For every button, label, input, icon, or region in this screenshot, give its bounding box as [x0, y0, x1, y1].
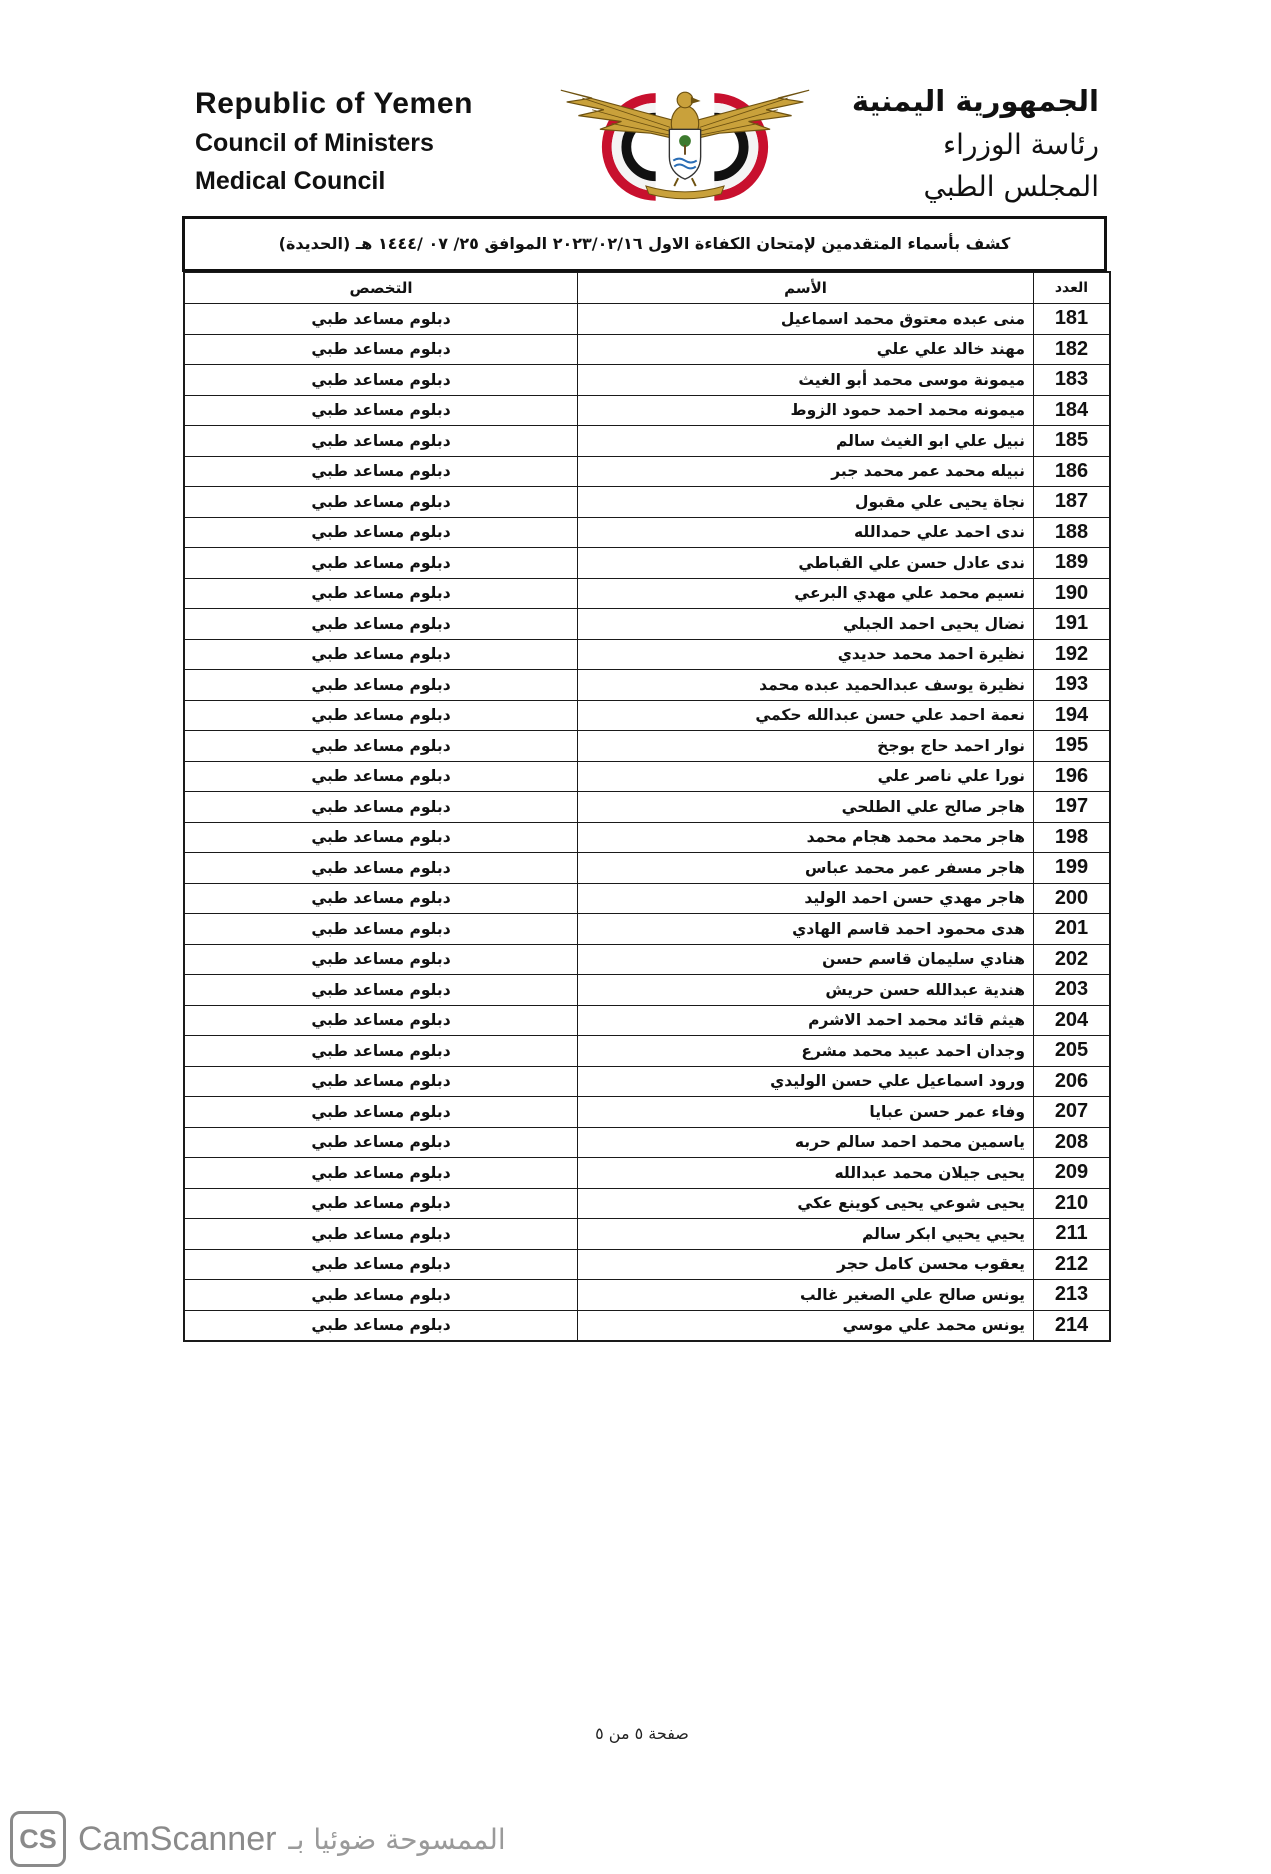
row-number: 186 [1034, 456, 1111, 487]
table-row [184, 1280, 1110, 1311]
candidate-specialty: دبلوم مساعد طبي [184, 426, 578, 457]
candidate-specialty: دبلوم مساعد طبي [184, 700, 578, 731]
candidate-specialty: دبلوم مساعد طبي [184, 853, 578, 884]
table-row [184, 395, 1110, 426]
table-row [184, 1158, 1110, 1189]
document-title: كشف بأسماء المتقدمين لإمتحان الكفاءة الاول ٢٠٢٣/٠٢/١٦ الموافق ٢٥/ ٠٧ /١٤٤٤ هـ (الحديدة) [182, 216, 1107, 272]
row-number: 184 [1034, 395, 1111, 426]
council-of-ministers-ar: رئاسة الوزراء [943, 128, 1099, 161]
candidate-specialty: دبلوم مساعد طبي [184, 517, 578, 548]
table-row [184, 1036, 1110, 1067]
candidate-name: منى عبده معتوق محمد اسماعيل [578, 304, 1034, 335]
table-row [184, 334, 1110, 365]
row-number: 201 [1034, 914, 1111, 945]
council-of-ministers-en: Council of Ministers [195, 129, 434, 157]
page-number: صفحة ٥ من ٥ [595, 1724, 689, 1743]
medical-council-en: Medical Council [195, 167, 386, 195]
table-row [184, 1005, 1110, 1036]
candidate-name: يحيي يحيي ابكر سالم [578, 1219, 1034, 1250]
row-number: 195 [1034, 731, 1111, 762]
candidate-specialty: دبلوم مساعد طبي [184, 914, 578, 945]
table-row [184, 639, 1110, 670]
candidate-name: يحيى جيلان محمد عبدالله [578, 1158, 1034, 1189]
candidate-name: ياسمين محمد احمد سالم حربه [578, 1127, 1034, 1158]
scanner-watermark [10, 1810, 506, 1868]
candidate-specialty: دبلوم مساعد طبي [184, 1280, 578, 1311]
candidate-name: نظيرة احمد محمد حديدي [578, 639, 1034, 670]
table-row [184, 456, 1110, 487]
row-number: 202 [1034, 944, 1111, 975]
candidate-specialty: دبلوم مساعد طبي [184, 975, 578, 1006]
candidate-name: يونس محمد علي موسي [578, 1310, 1034, 1341]
candidate-name: ميمونة موسى محمد أبو الغيث [578, 365, 1034, 396]
candidate-name: نبيل علي ابو الغيث سالم [578, 426, 1034, 457]
row-number: 198 [1034, 822, 1111, 853]
table-header-row [184, 272, 1110, 304]
row-number: 210 [1034, 1188, 1111, 1219]
candidate-specialty: دبلوم مساعد طبي [184, 822, 578, 853]
header-specialty: التخصص [184, 272, 578, 304]
candidate-specialty: دبلوم مساعد طبي [184, 639, 578, 670]
row-number: 209 [1034, 1158, 1111, 1189]
candidate-name: نبيله محمد عمر محمد جبر [578, 456, 1034, 487]
candidate-specialty: دبلوم مساعد طبي [184, 395, 578, 426]
country-name-ar: الجمهورية اليمنية [851, 84, 1099, 118]
candidate-name: نضال يحيى احمد الجبلي [578, 609, 1034, 640]
row-number: 197 [1034, 792, 1111, 823]
country-name-en: Republic of Yemen [195, 87, 474, 120]
candidate-name: نجاة يحيى علي مقبول [578, 487, 1034, 518]
table-row [184, 822, 1110, 853]
candidate-specialty: دبلوم مساعد طبي [184, 1036, 578, 1067]
candidate-name: ورود اسماعيل علي حسن الوليدي [578, 1066, 1034, 1097]
row-number: 187 [1034, 487, 1111, 518]
table-body [184, 304, 1110, 1342]
table-row [184, 1219, 1110, 1250]
candidate-specialty: دبلوم مساعد طبي [184, 883, 578, 914]
candidate-name: نورا علي ناصر علي [578, 761, 1034, 792]
candidate-specialty: دبلوم مساعد طبي [184, 609, 578, 640]
candidate-name: يحيى شوعي يحيى كوينع عكي [578, 1188, 1034, 1219]
table-row [184, 700, 1110, 731]
candidate-name: نظيرة يوسف عبدالحميد عبده محمد [578, 670, 1034, 701]
table-row [184, 365, 1110, 396]
watermark-brand: CamScanner [78, 1819, 277, 1858]
candidate-specialty: دبلوم مساعد طبي [184, 1219, 578, 1250]
candidate-specialty: دبلوم مساعد طبي [184, 487, 578, 518]
row-number: 194 [1034, 700, 1111, 731]
row-number: 203 [1034, 975, 1111, 1006]
row-number: 189 [1034, 548, 1111, 579]
candidate-name: وجدان احمد عبيد محمد مشرع [578, 1036, 1034, 1067]
row-number: 206 [1034, 1066, 1111, 1097]
candidate-specialty: دبلوم مساعد طبي [184, 944, 578, 975]
row-number: 207 [1034, 1097, 1111, 1128]
candidate-specialty: دبلوم مساعد طبي [184, 1066, 578, 1097]
row-number: 200 [1034, 883, 1111, 914]
candidate-name: وفاء عمر حسن عبايا [578, 1097, 1034, 1128]
table-row [184, 792, 1110, 823]
candidate-name: ندى احمد علي حمدالله [578, 517, 1034, 548]
row-number: 181 [1034, 304, 1111, 335]
candidate-name: هنادي سليمان قاسم حسن [578, 944, 1034, 975]
table-row [184, 1188, 1110, 1219]
candidate-specialty: دبلوم مساعد طبي [184, 731, 578, 762]
table-row [184, 304, 1110, 335]
table-row [184, 1310, 1110, 1341]
row-number: 204 [1034, 1005, 1111, 1036]
arabic-letterhead [852, 78, 1099, 208]
row-number: 190 [1034, 578, 1111, 609]
candidate-specialty: دبلوم مساعد طبي [184, 1097, 578, 1128]
candidate-specialty: دبلوم مساعد طبي [184, 1249, 578, 1280]
candidate-specialty: دبلوم مساعد طبي [184, 578, 578, 609]
candidate-specialty: دبلوم مساعد طبي [184, 1005, 578, 1036]
candidate-name: هندية عبدالله حسن حريش [578, 975, 1034, 1006]
table-row [184, 609, 1110, 640]
row-number: 188 [1034, 517, 1111, 548]
row-number: 208 [1034, 1127, 1111, 1158]
candidate-specialty: دبلوم مساعد طبي [184, 1188, 578, 1219]
candidate-specialty: دبلوم مساعد طبي [184, 456, 578, 487]
row-number: 192 [1034, 639, 1111, 670]
row-number: 191 [1034, 609, 1111, 640]
candidate-specialty: دبلوم مساعد طبي [184, 792, 578, 823]
row-number: 213 [1034, 1280, 1111, 1311]
table-row [184, 1097, 1110, 1128]
candidate-name: هاجر محمد محمد هجام محمد [578, 822, 1034, 853]
header-name: الأسم [578, 272, 1034, 304]
candidate-name: مهند خالد علي علي [578, 334, 1034, 365]
row-number: 196 [1034, 761, 1111, 792]
candidate-name: ميمونه محمد احمد حمود الزوط [578, 395, 1034, 426]
table-row [184, 517, 1110, 548]
row-number: 185 [1034, 426, 1111, 457]
candidate-name: هدى محمود احمد قاسم الهادي [578, 914, 1034, 945]
table-row [184, 1249, 1110, 1280]
table-row [184, 670, 1110, 701]
candidate-name: هاجر مهدي حسن احمد الوليد [578, 883, 1034, 914]
table-row [184, 975, 1110, 1006]
candidate-name: هاجر مسفر عمر محمد عباس [578, 853, 1034, 884]
watermark-text: الممسوحة ضوئيا بـ [288, 1822, 506, 1856]
table-row [184, 883, 1110, 914]
row-number: 193 [1034, 670, 1111, 701]
candidate-specialty: دبلوم مساعد طبي [184, 761, 578, 792]
yemen-emblem-icon [553, 84, 817, 202]
row-number: 205 [1034, 1036, 1111, 1067]
table-row [184, 853, 1110, 884]
candidate-name: ندى عادل حسن علي القباطي [578, 548, 1034, 579]
row-number: 182 [1034, 334, 1111, 365]
table-row [184, 731, 1110, 762]
candidate-specialty: دبلوم مساعد طبي [184, 365, 578, 396]
table-row [184, 487, 1110, 518]
medical-council-ar: المجلس الطبي [923, 170, 1099, 203]
table-row [184, 761, 1110, 792]
table-row [184, 1127, 1110, 1158]
table-row [184, 944, 1110, 975]
candidate-name: هاجر صالح علي الطلحي [578, 792, 1034, 823]
candidate-name: هيثم قائد محمد احمد الاشرم [578, 1005, 1034, 1036]
candidate-specialty: دبلوم مساعد طبي [184, 1127, 578, 1158]
row-number: 183 [1034, 365, 1111, 396]
candidates-table [183, 271, 1111, 1342]
row-number: 211 [1034, 1219, 1111, 1250]
candidate-specialty: دبلوم مساعد طبي [184, 1310, 578, 1341]
table-row [184, 914, 1110, 945]
candidate-name: يونس صالح علي الصغير غالب [578, 1280, 1034, 1311]
candidate-name: نعمة احمد علي حسن عبدالله حكمي [578, 700, 1034, 731]
row-number: 214 [1034, 1310, 1111, 1341]
row-number: 212 [1034, 1249, 1111, 1280]
candidate-specialty: دبلوم مساعد طبي [184, 1158, 578, 1189]
candidate-specialty: دبلوم مساعد طبي [184, 548, 578, 579]
table-row [184, 548, 1110, 579]
header-number: العدد [1034, 272, 1111, 304]
table-row [184, 578, 1110, 609]
candidate-specialty: دبلوم مساعد طبي [184, 670, 578, 701]
english-letterhead [195, 84, 473, 200]
row-number: 199 [1034, 853, 1111, 884]
camscanner-logo-icon: CS [10, 1811, 66, 1867]
table-row [184, 1066, 1110, 1097]
table-row [184, 426, 1110, 457]
candidate-name: نسيم محمد علي مهدي البرعي [578, 578, 1034, 609]
candidate-name: يعقوب محسن كامل حجر [578, 1249, 1034, 1280]
candidate-specialty: دبلوم مساعد طبي [184, 334, 578, 365]
candidate-specialty: دبلوم مساعد طبي [184, 304, 578, 335]
candidate-name: نوار احمد حاج بوجخ [578, 731, 1034, 762]
